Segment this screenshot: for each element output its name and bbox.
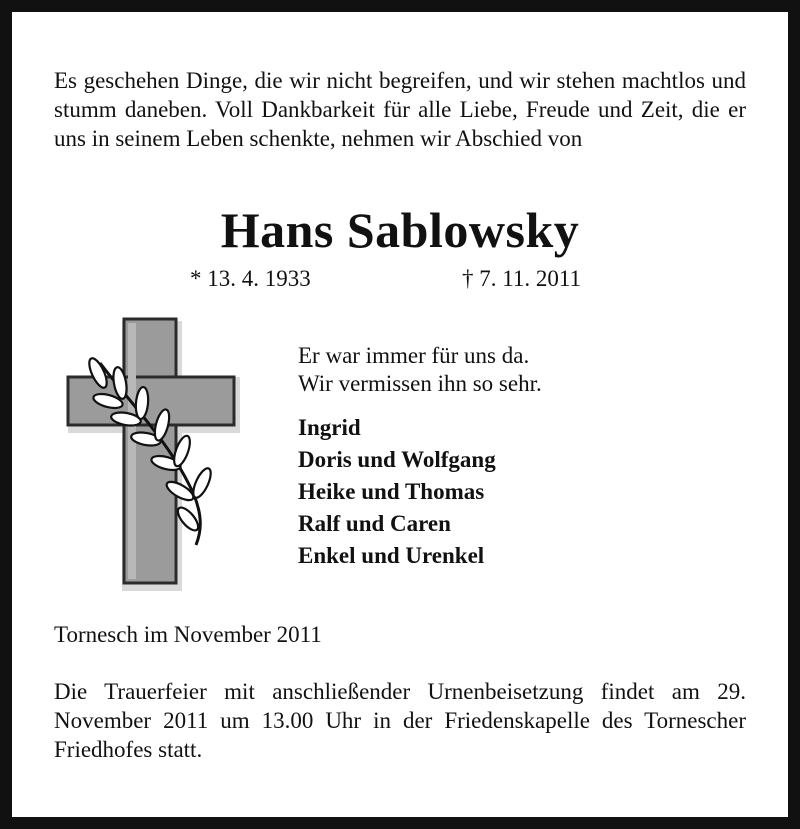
quote-line: Wir vermissen ihn so sehr. [298, 371, 542, 396]
mourner: Enkel und Urenkel [298, 543, 485, 568]
quote [298, 342, 542, 398]
service-text: Die Trauerfeier mit anschließender Urnenbeisetzung findet am 29. November 2011 um 13.00 Uhr in der Friedenskapelle des Tornescher Friedhofes statt. [54, 679, 746, 762]
mourner: Doris und Wolfgang [298, 447, 496, 472]
intro-text: Es geschehen Dinge, die wir nicht begreifen, und wir stehen machtlos und stumm daneben. Voll Dankbarkeit für alle Liebe, Freude und Zeit, die er uns in seinem Leben schenkte, nehmen wir Abschied von [54, 68, 746, 151]
quote-line: Er war immer für uns da. [298, 343, 530, 368]
mourner: Ingrid [298, 415, 361, 440]
mourner: Heike und Thomas [298, 479, 485, 504]
mourner: Ralf und Caren [298, 511, 451, 536]
death-date: † 7. 11. 2011 [462, 266, 582, 291]
birth-date: * 13. 4. 1933 [190, 266, 311, 291]
cross-with-palm-branch-icon [62, 315, 242, 595]
place-date: Tornesch im November 2011 [54, 622, 322, 647]
deceased-name: Hans Sablowsky [220, 202, 580, 258]
mourners-list [298, 412, 496, 572]
